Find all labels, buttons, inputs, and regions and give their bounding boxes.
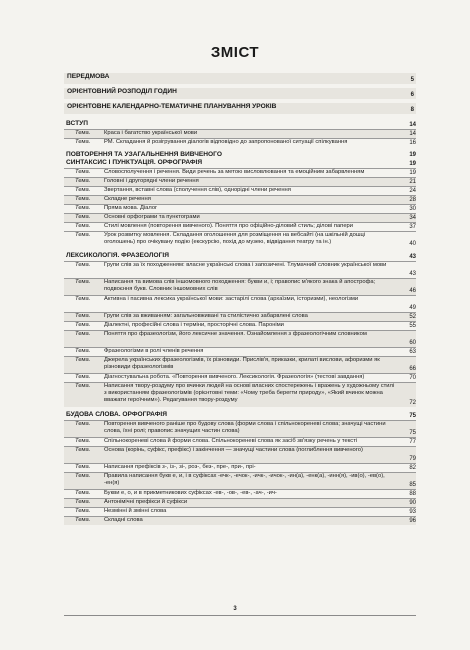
entry-title: Правила написання букв е, и, і в суфіксах -ечк-, -ечок-, -ичк-, -ичок-, -ин(а), -енк(а), -инн(я), -ив(о), -ев(о), -ен(я)	[104, 473, 385, 486]
entry-title: Поняття про фразеологізм, його лексичне значення. Ознайомлення з фразеологічним словником	[104, 331, 367, 337]
entry-title: Урок розвитку мовлення. Складання оголошення для розміщення на вебсайті (на шкільній дошці оголошень) про очікувану подію (екскурсію, похід до музею, відвідання театру та ін.)	[104, 232, 366, 245]
entry-label: Тема.	[75, 490, 91, 496]
entry-label: Тема.	[75, 178, 91, 184]
toc-entry	[64, 213, 416, 222]
entry-label: Тема.	[75, 421, 91, 427]
toc-entry	[64, 382, 416, 407]
entry-page-number: 16	[409, 140, 416, 146]
entry-title: Групи слів за їх походженням: власне українські слова і запозичені. Тлумачний словник української мови	[104, 262, 387, 268]
toc-entry	[64, 356, 416, 373]
toc-section-heading	[64, 252, 416, 261]
page-number: 3	[0, 606, 470, 612]
table-of-contents	[64, 73, 416, 525]
entry-title: Головні і другорядні члени речення	[104, 178, 199, 184]
toc-entry	[64, 138, 416, 147]
entry-page-number: 14	[409, 122, 416, 128]
toc-entry	[64, 420, 416, 437]
entry-page-number: 75	[409, 413, 416, 419]
toc-entry	[64, 373, 416, 382]
entry-title: Складне речення	[104, 196, 151, 202]
entry-title: ПОВТОРЕННЯ ТА УЗАГАЛЬНЕННЯ ВИВЧЕНОГО	[66, 151, 222, 158]
toc-entry	[64, 129, 416, 138]
entry-page-number: 72	[409, 400, 416, 406]
entry-title: Спільнокореневі слова й форми слова. Спільнокореневі слова як засіб зв'язку речень у тексті	[104, 438, 358, 444]
entry-label: Тема.	[75, 383, 91, 389]
entry-title: Звертання, вставні слова (сполучення слів), однорідні члени речення	[104, 187, 291, 193]
entry-label: Тема.	[75, 223, 91, 229]
entry-label: Тема.	[75, 232, 91, 238]
entry-page-number: 5	[410, 77, 414, 83]
entry-page-number: 93	[409, 509, 416, 515]
toc-section-heading	[64, 151, 416, 159]
entry-page-number: 19	[409, 152, 416, 158]
entry-label: Тема.	[75, 279, 91, 285]
entry-label: Тема.	[75, 187, 91, 193]
entry-label: Тема.	[75, 214, 91, 220]
toc-entry	[64, 177, 416, 186]
entry-page-number: 6	[410, 92, 414, 98]
entry-label: Тема.	[75, 313, 91, 319]
page-title: ЗМІСТ	[210, 44, 260, 61]
entry-label: Тема.	[75, 357, 91, 363]
entry-title: ОРІЄНТОВНЕ КАЛЕНДАРНО-ТЕМАТИЧНЕ ПЛАНУВАННЯ УРОКІВ	[67, 103, 277, 110]
toc-entry	[64, 446, 416, 463]
entry-label: Тема.	[75, 322, 91, 328]
toc-entry	[64, 261, 416, 278]
entry-label: Тема.	[75, 438, 91, 444]
entry-page-number: 40	[409, 241, 416, 247]
toc-entry	[64, 195, 416, 204]
entry-title: БУДОВА СЛОВА. ОРФОГРАФІЯ	[66, 411, 167, 418]
entry-title: Антонімічні префікси й суфікси	[104, 499, 188, 505]
entry-title: ОРІЄНТОВНИЙ РОЗПОДІЛ ГОДИН	[67, 88, 177, 95]
entry-label: Тема.	[75, 447, 91, 453]
entry-title: Групи слів за вживанням: загальновживані та стилістично забарвлені слова	[104, 313, 308, 319]
toc-entry	[64, 347, 416, 356]
entry-page-number: 37	[409, 224, 416, 230]
entry-page-number: 60	[409, 340, 416, 346]
entry-page-number: 30	[409, 206, 416, 212]
entry-page-number: 52	[409, 314, 416, 320]
toc-entry	[64, 231, 416, 248]
entry-title: ЛЕКСИКОЛОГІЯ. ФРАЗЕОЛОГІЯ	[66, 252, 169, 259]
toc-entry	[64, 516, 416, 525]
toc-entry	[64, 507, 416, 516]
toc-part-heading	[64, 88, 416, 99]
toc-section-heading	[64, 411, 416, 420]
entry-label: Тема.	[75, 262, 91, 268]
entry-page-number: 21	[409, 179, 416, 185]
toc-entry	[64, 321, 416, 330]
entry-page-number: 77	[409, 439, 416, 445]
entry-title: Складні слова	[104, 517, 143, 523]
entry-page-number: 19	[409, 170, 416, 176]
entry-title: Стилі мовлення (повторення вивченого). Поняття про офіційно-діловий стиль; ділові папери	[104, 223, 354, 229]
toc-entry	[64, 463, 416, 472]
entry-page-number: 90	[409, 500, 416, 506]
entry-label: Тема.	[75, 348, 91, 354]
entry-page-number: 46	[409, 288, 416, 294]
entry-page-number: 63	[409, 349, 416, 355]
entry-label: Тема.	[75, 169, 91, 175]
toc-part-heading	[64, 73, 416, 84]
toc-entry	[64, 489, 416, 498]
entry-page-number: 96	[409, 518, 416, 524]
entry-label: Тема.	[75, 139, 91, 145]
entry-title: Джерела українських фразеологізмів, їх різновиди. Прислів'я, приказки, крилаті вислови, афоризми як різновиди фразеологізмів	[104, 357, 380, 370]
entry-title: Незмінні й змінні слова	[104, 508, 167, 514]
entry-title: Пряма мова. Діалог	[104, 205, 158, 211]
entry-label: Тема.	[75, 508, 91, 514]
entry-page-number: 14	[409, 131, 416, 137]
entry-title: Написання та вимова слів іншомовного походження: букви и, і; правопис м'якого знака й апострофа; подвоєння букв. Словник іншомовних слів	[104, 279, 376, 292]
entry-page-number: 70	[409, 375, 416, 381]
entry-title: Краса і багатство української мови	[104, 130, 198, 136]
toc-entry	[64, 168, 416, 177]
entry-page-number: 85	[409, 482, 416, 488]
entry-page-number: 66	[409, 366, 416, 372]
footer-rule	[64, 615, 416, 616]
entry-page-number: 8	[410, 107, 414, 113]
entry-label: Тема.	[75, 499, 91, 505]
entry-title: Букви е, о, и в прикметникових суфіксах -ев-, -ов-, -ев-, -ач-, -ич-	[104, 490, 277, 496]
toc-entry	[64, 498, 416, 507]
entry-title: Діалектні, професійні слова і терміни, просторічні слова. Пароніми	[104, 322, 284, 328]
entry-title: РМ. Складання й розігрування діалогів відповідно до запропонованої ситуації спілкування	[104, 139, 348, 145]
toc-entry	[64, 186, 416, 195]
entry-label: Тема.	[75, 196, 91, 202]
entry-label: Тема.	[75, 331, 91, 337]
entry-page-number: 43	[409, 254, 416, 260]
toc-entry	[64, 222, 416, 231]
entry-label: Тема.	[75, 205, 91, 211]
entry-title: ВСТУП	[66, 120, 88, 127]
entry-page-number: 28	[409, 197, 416, 203]
entry-title: Активна і пасивна лексика української мови: застарілі слова (архаїзми, історизми), неологізми	[104, 296, 359, 302]
entry-title: Фразеологізми в ролі членів речення	[104, 348, 204, 354]
entry-page-number: 55	[409, 323, 416, 329]
entry-page-number: 49	[409, 305, 416, 311]
toc-entry	[64, 330, 416, 347]
toc-entry	[64, 312, 416, 321]
entry-page-number: 34	[409, 215, 416, 221]
entry-title: Основа (корінь, суфікс, префікс) і закінчення — значущі частини слова (поглиблення вивченого)	[104, 447, 363, 453]
entry-title: Повторення вивченого раніше про будову слова (форми слова і спільнокореневі слова; значущі частини слова, їхні ролі; правопис значущих частин слова)	[104, 421, 386, 434]
entry-label: Тема.	[75, 130, 91, 136]
entry-label: Тема.	[75, 517, 91, 523]
entry-label: Тема.	[75, 374, 91, 380]
toc-entry	[64, 204, 416, 213]
toc-part-heading	[64, 103, 416, 114]
entry-label: Тема.	[75, 473, 91, 479]
toc-entry	[64, 295, 416, 312]
entry-label: Тема.	[75, 296, 91, 302]
entry-title: СИНТАКСИС І ПУНКТУАЦІЯ. ОРФОГРАФІЯ	[66, 159, 203, 166]
entry-label: Тема.	[75, 464, 91, 470]
entry-title: Написання твору-роздуму про вчинки людей на основі власних спостережень і вражень у художньому стилі з використанням фразеологізмів (орієнтовні теми: «Чому треба берегти природу», «Який вчинок можна вважати героїчним»). Редагування твору-роздуму	[104, 383, 395, 403]
toc-section-heading	[64, 159, 416, 168]
entry-title: Основні орфограми та пунктограми	[104, 214, 200, 220]
entry-page-number: 88	[409, 491, 416, 497]
entry-page-number: 75	[409, 430, 416, 436]
toc-entry	[64, 278, 416, 295]
entry-title: Написання префіксів з-, із-, зі-, роз-, без-, пре-, при-, прі-	[104, 464, 256, 470]
entry-title: Словосполучення і речення. Види речень за метою висловлювання та емоційним забарвленням	[104, 169, 365, 175]
entry-page-number: 82	[409, 465, 416, 471]
entry-title: ПЕРЕДМОВА	[67, 73, 110, 80]
toc-entry	[64, 437, 416, 446]
entry-title: Діагностувальна робота. «Повторення вивченого. Лексикологія. Фразеологія» (тестові завдання)	[104, 374, 365, 380]
entry-page-number: 19	[409, 161, 416, 167]
entry-page-number: 24	[409, 188, 416, 194]
toc-section-heading	[64, 120, 416, 129]
toc-entry	[64, 472, 416, 489]
entry-page-number: 43	[409, 271, 416, 277]
entry-page-number: 79	[409, 456, 416, 462]
